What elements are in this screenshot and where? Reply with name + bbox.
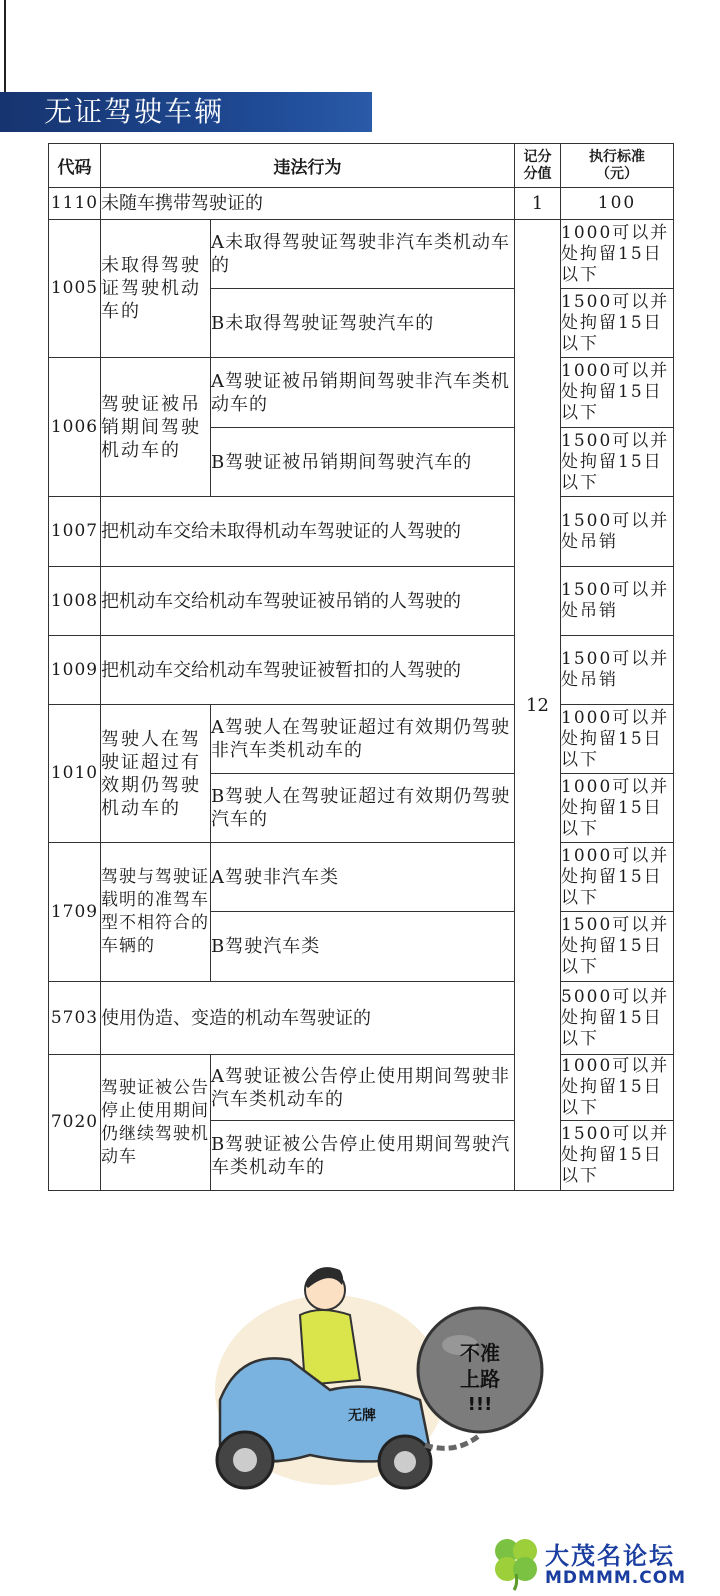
row-penalty: 100 — [561, 188, 674, 220]
row-points: 1 — [515, 188, 561, 220]
row-category: 驾驶人在驾驶证超过有效期仍驾驶机动车的 — [101, 705, 211, 843]
header-points: 记分 分值 — [515, 144, 561, 188]
table-row — [49, 1055, 674, 1121]
row-code: 5703 — [49, 982, 101, 1055]
table-row — [49, 567, 674, 636]
chain — [425, 1435, 480, 1448]
row-penalty-b: 1500可以并处拘留15日以下 — [561, 428, 674, 497]
table-row — [49, 497, 674, 567]
row-behavior: 使用伪造、变造的机动车驾驶证的 — [101, 982, 515, 1055]
iron-ball — [418, 1308, 542, 1432]
table-row — [49, 188, 674, 220]
section-banner — [0, 92, 372, 132]
row-penalty: 1500可以并处吊销 — [561, 636, 674, 705]
row-sub-behavior-b: B未取得驾驶证驾驶汽车的 — [211, 289, 515, 358]
table-row — [49, 220, 674, 289]
row-code: 1009 — [49, 636, 101, 705]
section-title: 无证驾驶车辆 — [44, 95, 225, 128]
ball-text-1: 不准 — [460, 1341, 500, 1365]
header-code: 代码 — [49, 144, 101, 188]
row-penalty-b: 1500可以并处拘留15日以下 — [561, 1121, 674, 1191]
header-behavior: 违法行为 — [101, 144, 515, 188]
row-penalty: 1500可以并处吊销 — [561, 497, 674, 567]
row-behavior: 未随车携带驾驶证的 — [101, 188, 515, 220]
row-penalty-a: 1000可以并处拘留15日以下 — [561, 220, 674, 289]
row-penalty-b: 1000可以并处拘留15日以下 — [561, 774, 674, 843]
row-sub-behavior-a: A未取得驾驶证驾驶非汽车类机动车的 — [211, 220, 515, 289]
row-behavior: 把机动车交给机动车驾驶证被吊销的人驾驶的 — [101, 567, 515, 636]
row-code: 7020 — [49, 1055, 101, 1191]
table-row — [49, 843, 674, 912]
scooter-ball-illustration — [180, 1240, 550, 1520]
row-sub-behavior-b: B驾驶汽车类 — [211, 912, 515, 982]
row-sub-behavior-a: A驾驶证被公告停止使用期间驾驶非汽车类机动车的 — [211, 1055, 515, 1121]
row-behavior: 把机动车交给未取得机动车驾驶证的人驾驶的 — [101, 497, 515, 567]
site-logo — [490, 1530, 720, 1596]
logo-chinese-text: 大茂名论坛 — [545, 1542, 675, 1570]
logo-english-text: MDMMM.COM — [545, 1568, 687, 1588]
table-header-row — [49, 144, 674, 188]
ball-text-3: !!! — [467, 1394, 493, 1415]
plate-text: 无牌 — [348, 1408, 376, 1424]
table-row — [49, 982, 674, 1055]
violation-table — [48, 143, 674, 1191]
row-penalty-b: 1500可以并处拘留15日以下 — [561, 289, 674, 358]
row-code: 1008 — [49, 567, 101, 636]
clover-logo-icon — [490, 1534, 542, 1592]
table-row — [49, 705, 674, 774]
row-category: 驾驶证被吊销期间驾驶机动车的 — [101, 358, 211, 497]
row-sub-behavior-a: A驾驶非汽车类 — [211, 843, 515, 912]
merged-points-cell: 12 — [515, 220, 561, 1191]
row-code: 1110 — [49, 188, 101, 220]
row-penalty: 5000可以并处拘留15日以下 — [561, 982, 674, 1055]
row-code: 1006 — [49, 358, 101, 497]
table-row — [49, 636, 674, 705]
row-penalty-a: 1000可以并处拘留15日以下 — [561, 358, 674, 428]
row-penalty-b: 1500可以并处拘留15日以下 — [561, 912, 674, 982]
row-penalty-a: 1000可以并处拘留15日以下 — [561, 843, 674, 912]
ball-text-2: 上路 — [460, 1367, 500, 1391]
row-sub-behavior-b: B驾驶证被公告停止使用期间驾驶汽车类机动车的 — [211, 1121, 515, 1191]
row-category: 驾驶与驾驶证载明的准驾车型不相符合的车辆的 — [101, 843, 211, 982]
row-sub-behavior-b: B驾驶人在驾驶证超过有效期仍驾驶汽车的 — [211, 774, 515, 843]
row-sub-behavior-b: B驾驶证被吊销期间驾驶汽车的 — [211, 428, 515, 497]
row-penalty-a: 1000可以并处拘留15日以下 — [561, 705, 674, 774]
row-category: 未取得驾驶证驾驶机动车的 — [101, 220, 211, 358]
row-sub-behavior-a: A驾驶人在驾驶证超过有效期仍驾驶非汽车类机动车的 — [211, 705, 515, 774]
row-sub-behavior-a: A驾驶证被吊销期间驾驶非汽车类机动车的 — [211, 358, 515, 428]
row-code: 1005 — [49, 220, 101, 358]
left-edge-rule — [4, 0, 6, 92]
row-penalty: 1500可以并处吊销 — [561, 567, 674, 636]
row-category: 驾驶证被公告停止使用期间仍继续驾驶机动车 — [101, 1055, 211, 1191]
table-row — [49, 358, 674, 428]
row-code: 1007 — [49, 497, 101, 567]
header-penalty: 执行标准 （元） — [561, 144, 674, 188]
row-penalty-a: 1000可以并处拘留15日以下 — [561, 1055, 674, 1121]
row-code: 1010 — [49, 705, 101, 843]
row-behavior: 把机动车交给机动车驾驶证被暂扣的人驾驶的 — [101, 636, 515, 705]
row-code: 1709 — [49, 843, 101, 982]
